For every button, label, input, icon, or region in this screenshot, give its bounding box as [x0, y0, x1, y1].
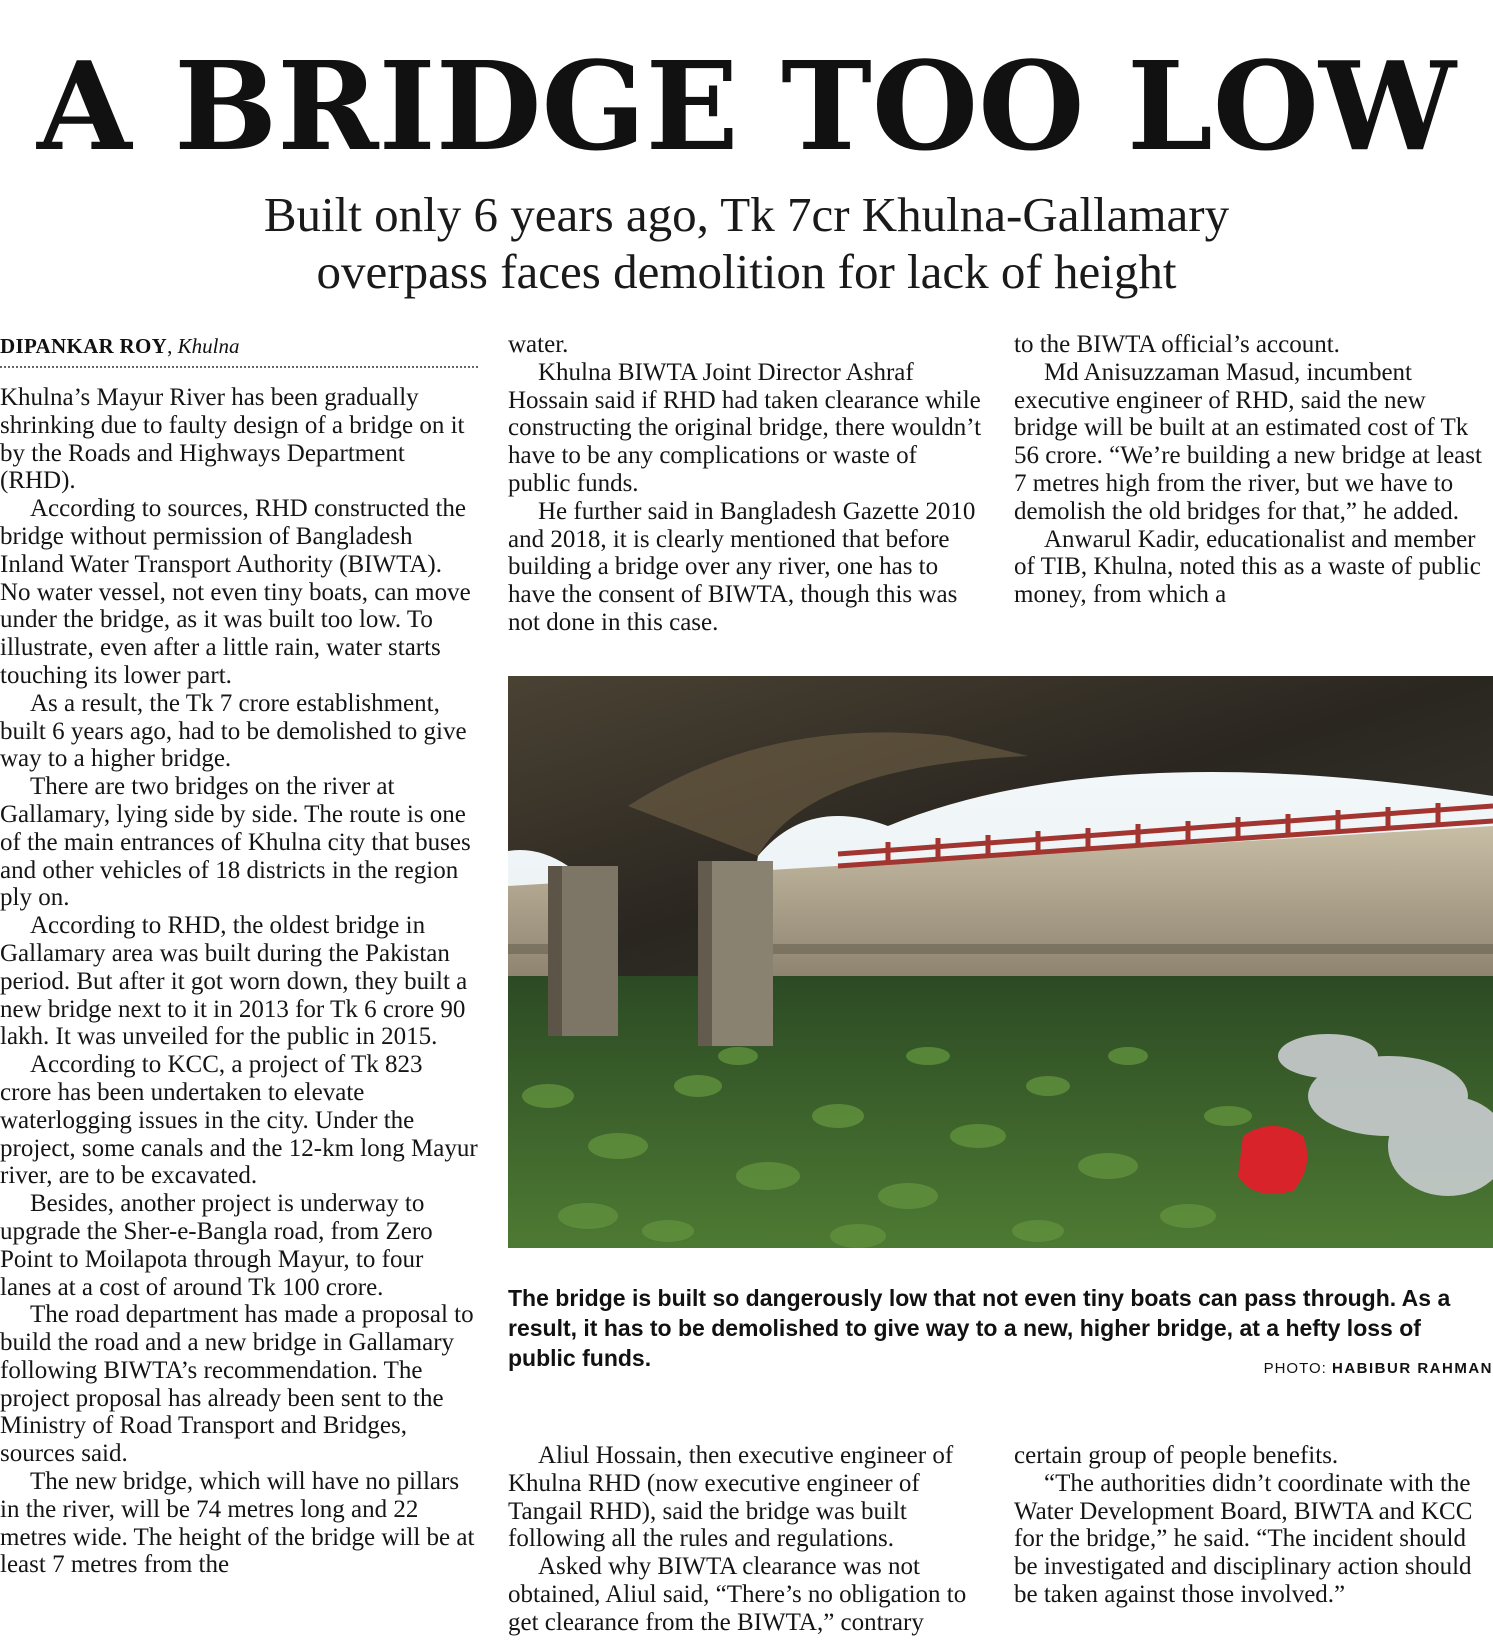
byline-location: Khulna — [177, 334, 240, 358]
article-column-1 — [0, 384, 478, 1579]
photo-caption: The bridge is built so dangerously low that not even tiny boats can pass through. As a result, it has to be demolished to give way to a new, higher bridge, at a hefty loss of public funds. — [508, 1285, 1451, 1371]
photo-credit — [1264, 1360, 1493, 1377]
paragraph: Aliul Hossain, then executive engineer of Khulna RHD (now executive engineer of Tangail RHD), said the bridge was built following all the rules and regulations. — [508, 1442, 954, 1553]
paragraph: Anwarul Kadir, educationalist and member of TIB, Khulna, noted this as a waste of public money, from which a — [1014, 525, 1481, 609]
paragraph: Khulna BIWTA Joint Director Ashraf Hossain said if RHD had taken clearance while constructing the original bridge, there wouldn’t have to be any complications or waste of public funds. — [508, 358, 982, 497]
paragraph: Besides, another project is underway to upgrade the Sher-e-Bangla road, from Zero Point to Moilapota through Mayur, to four lanes at a cost of around Tk 100 crore. — [0, 1190, 433, 1301]
paragraph: Md Anisuzzaman Masud, incumbent executive engineer of RHD, said the new bridge will be built at an estimated cost of Tk 56 crore. “We’re building a new bridge at least 7 metres high from the river, but we have to demolish the old bridges for that,” he added. — [1014, 358, 1482, 525]
subhead-line-1: Built only 6 years ago, Tk 7cr Khulna-Gallamary — [263, 187, 1230, 242]
paragraph: As a result, the Tk 7 crore establishment, built 6 years ago, had to be demolished to give way to a higher bridge. — [0, 689, 467, 773]
paragraph: Asked why BIWTA clearance was not obtained, Aliul said, “There’s no obligation to get clearance from the BIWTA,” contrary — [508, 1553, 967, 1636]
pillar-shadow — [548, 866, 562, 1036]
red-plastic-bag — [1238, 1126, 1307, 1194]
photo-credit-label: PHOTO: — [1263, 1360, 1332, 1377]
byline-author: DIPANKAR ROY — [0, 334, 168, 358]
article-column-2-bottom — [508, 1442, 984, 1637]
byline — [0, 332, 478, 368]
paragraph: Khulna’s Mayur River has been gradually shrinking due to faulty design of a bridge on it by the Roads and Highways Department (RHD). — [0, 384, 465, 495]
paragraph: to the BIWTA official’s account. — [1014, 331, 1340, 358]
paragraph: He further said in Bangladesh Gazette 2010 and 2018, it is clearly mentioned that before building a bridge over any river, one has to have the consent of BIWTA, though this was not done in this case. — [508, 497, 976, 636]
byline-separator: , — [167, 334, 178, 358]
pillar-shadow — [698, 861, 712, 1046]
paragraph: According to sources, RHD constructed the bridge without permission of Bangladesh Inland Water Transport Authority (BIWTA). No water vessel, not even tiny boats, can move under the bridge, as it was built too low. To illustrate, even after a little rain, water starts touching its lower part. — [0, 495, 471, 689]
paragraph: The new bridge, which will have no pillars in the river, will be 74 metres long and 22 metres wide. The height of the bridge will be at least 7 metres from the — [0, 1468, 475, 1579]
paragraph: “The authorities didn’t coordinate with the Water Development Board, BIWTA and KCC for the bridge,” he said. “The incident should be investigated and disciplinary action should be taken against those involved.” — [1014, 1469, 1473, 1608]
paragraph: The road department has made a proposal to build the road and a new bridge in Gallamary following BIWTA’s recommendation. The project proposal has already been sent to the Ministry of Road Transport and Bridges, sources said. — [0, 1301, 474, 1468]
subhead-line-2: overpass faces demolition for lack of height — [316, 244, 1177, 299]
paragraph: certain group of people benefits. — [1014, 1442, 1339, 1469]
paragraph: There are two bridges on the river at Gallamary, lying side by side. The route is one of the main entrances of Khulna city that buses and other vehicles of 18 districts in the region ply on. — [0, 773, 471, 912]
article-column-3-bottom — [1014, 1442, 1493, 1609]
paragraph: According to KCC, a project of Tk 823 crore has been undertaken to elevate waterlogging issues in the city. Under the project, some canals and the 12-km long Mayur river, are to be excavated. — [0, 1051, 478, 1190]
paragraph: water. — [508, 331, 569, 358]
headline: A BRIDGE TOO LOW — [36, 34, 1457, 178]
article-column-2-top — [508, 331, 984, 637]
bridge-photo-illustration — [508, 676, 1493, 1248]
photo-credit-photographer: HABIBUR RAHMAN — [1332, 1360, 1493, 1377]
subheadline — [60, 186, 1433, 300]
article-column-3-top — [1014, 331, 1493, 609]
bridge-photo — [508, 676, 1493, 1248]
paragraph: According to RHD, the oldest bridge in Gallamary area was built during the Pakistan period. But after it got worn down, they built a new bridge next to it in 2013 for Tk 6 crore 90 lakh. It was unveiled for the public in 2015. — [0, 912, 468, 1051]
